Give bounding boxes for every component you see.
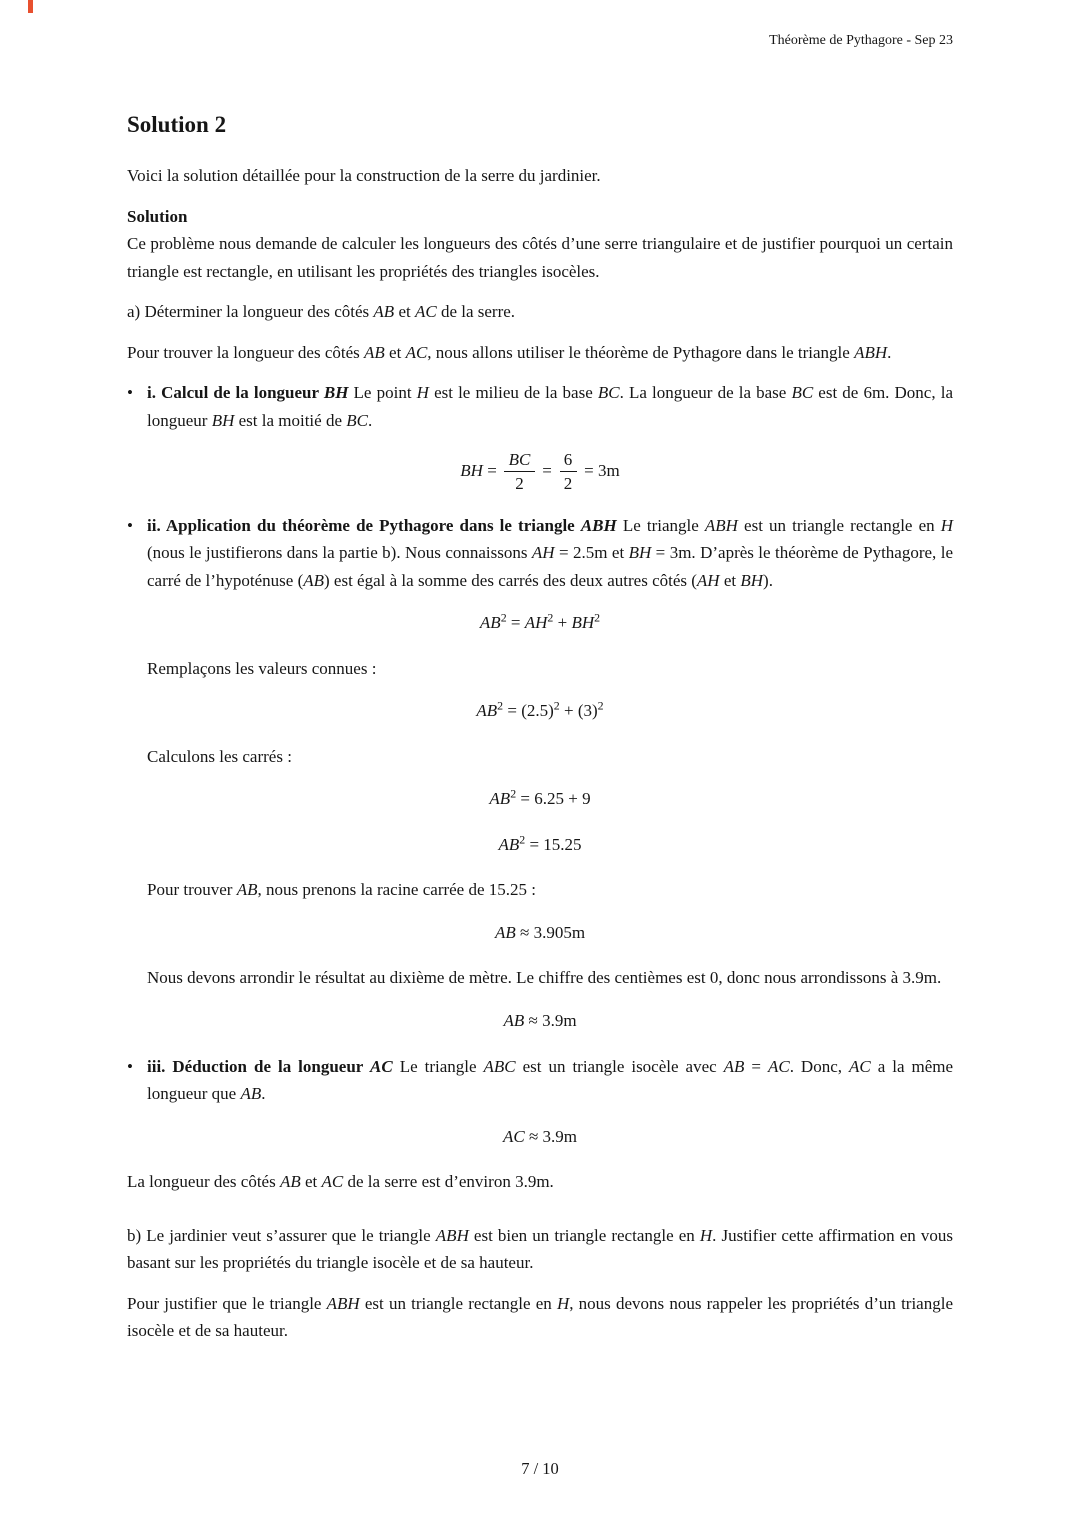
method-paragraph: Pour trouver la longueur des côtés AB et AC, nous allons utiliser le théorème de Pythagore dans le triangle ABH. (127, 342, 892, 362)
compute-squares-paragraph: Calculons les carrés : (147, 746, 292, 766)
equation-ab-rounded: AB ≈ 3.9m (503, 1010, 577, 1030)
intro-paragraph: Voici la solution détaillée pour la construction de la serre du jardinier. (127, 166, 601, 186)
list-item-iii (127, 1053, 953, 1108)
fraction: $\frac{6}{2}$ (560, 450, 577, 494)
equation-pythagoras: $AB^2 = AH^2 + BH^2$ (479, 610, 601, 633)
page-number: 7 / 10 (521, 1459, 559, 1479)
list-item-i-text: i. Calcul de la longueur BH Le point H est le milieu de la base BC. La longueur de la base BC est de 6m. Donc, la longueur BH est la moitié de BC. (147, 383, 953, 430)
rounding-paragraph: Nous devons arrondir le résultat au dixième de mètre. Le chiffre des centièmes est 0, donc nous arrondissons à 3.9m. (147, 968, 942, 988)
bullet-marker: • (127, 515, 133, 535)
solution-heading: Solution (127, 206, 188, 226)
equation-ab-squared: $AB^2 = 15.25$ (498, 832, 582, 854)
header-title: Théorème de Pythagore - Sep 23 (769, 33, 953, 48)
section-title: Solution 2 (127, 111, 227, 137)
list-item-i (127, 379, 953, 434)
equation-sum: $AB^2 = 6.25 + 9$ (489, 786, 591, 809)
equation-bh: BH = $\frac{BC}{2}$ = $\frac{6}{2}$ = 3m (460, 449, 620, 494)
equation-ab-root: AB ≈ 3.905m (494, 922, 586, 942)
replace-values-paragraph: Remplaçons les valeurs connues : (147, 658, 377, 678)
fraction: $\frac{BC}{2}$ (504, 450, 534, 494)
page-header (127, 30, 953, 53)
justification-paragraph: Pour justifier que le triangle ABH est un triangle rectangle en H, nous devons nous rappeler les propriétés d’un triangle isocèle et de sa hauteur. (127, 1293, 953, 1341)
list-item-ii (127, 512, 953, 595)
bullet-marker: • (127, 383, 133, 403)
list-item-ii-text: ii. Application du théorème de Pythagore dans le triangle ABH Le triangle ABH est un triangle rectangle en H (nous le justifierons dans la partie b). Nous connaissons AH = 2.5m et BH = 3m. D’après le théorème de Pythagore, le carré de l’hypoténuse (AB) est égal à la somme des carrés des deux autres côtés (AH et BH). (147, 515, 954, 590)
equation-substitution: $AB^2 = (2.5)^2 + (3)^2$ (476, 698, 604, 721)
part-b-paragraph: b) Le jardinier veut s’assurer que le triangle ABH est bien un triangle rectangle en H. Justifier cette affirmation en vous basant sur les propriétés du triangle isocèle et de sa hauteur. (127, 1225, 953, 1273)
square-root-paragraph: Pour trouver AB, nous prenons la racine carrée de 15.25 : (147, 880, 536, 900)
equation-ac: AC ≈ 3.9m (502, 1126, 578, 1146)
page-footer (0, 1456, 1080, 1483)
conclusion-paragraph: La longueur des côtés AB et AC de la serre est d’environ 3.9m. (127, 1172, 554, 1192)
document-body (127, 111, 953, 1345)
bullet-marker: • (127, 1056, 133, 1076)
problem-paragraph: Ce problème nous demande de calculer les longueurs des côtés d’une serre triangulaire et de justifier pourquoi un certain triangle est rectangle, en utilisant les propriétés des triangles isocèles. (127, 234, 953, 281)
list-item-iii-text: iii. Déduction de la longueur AC Le triangle ABC est un triangle isocèle avec AB = AC. Donc, AC a la même longueur que AB. (147, 1056, 954, 1104)
part-a-heading: a) Déterminer la longueur des côtés AB et AC de la serre. (127, 302, 516, 322)
corner-mark (28, 0, 33, 13)
